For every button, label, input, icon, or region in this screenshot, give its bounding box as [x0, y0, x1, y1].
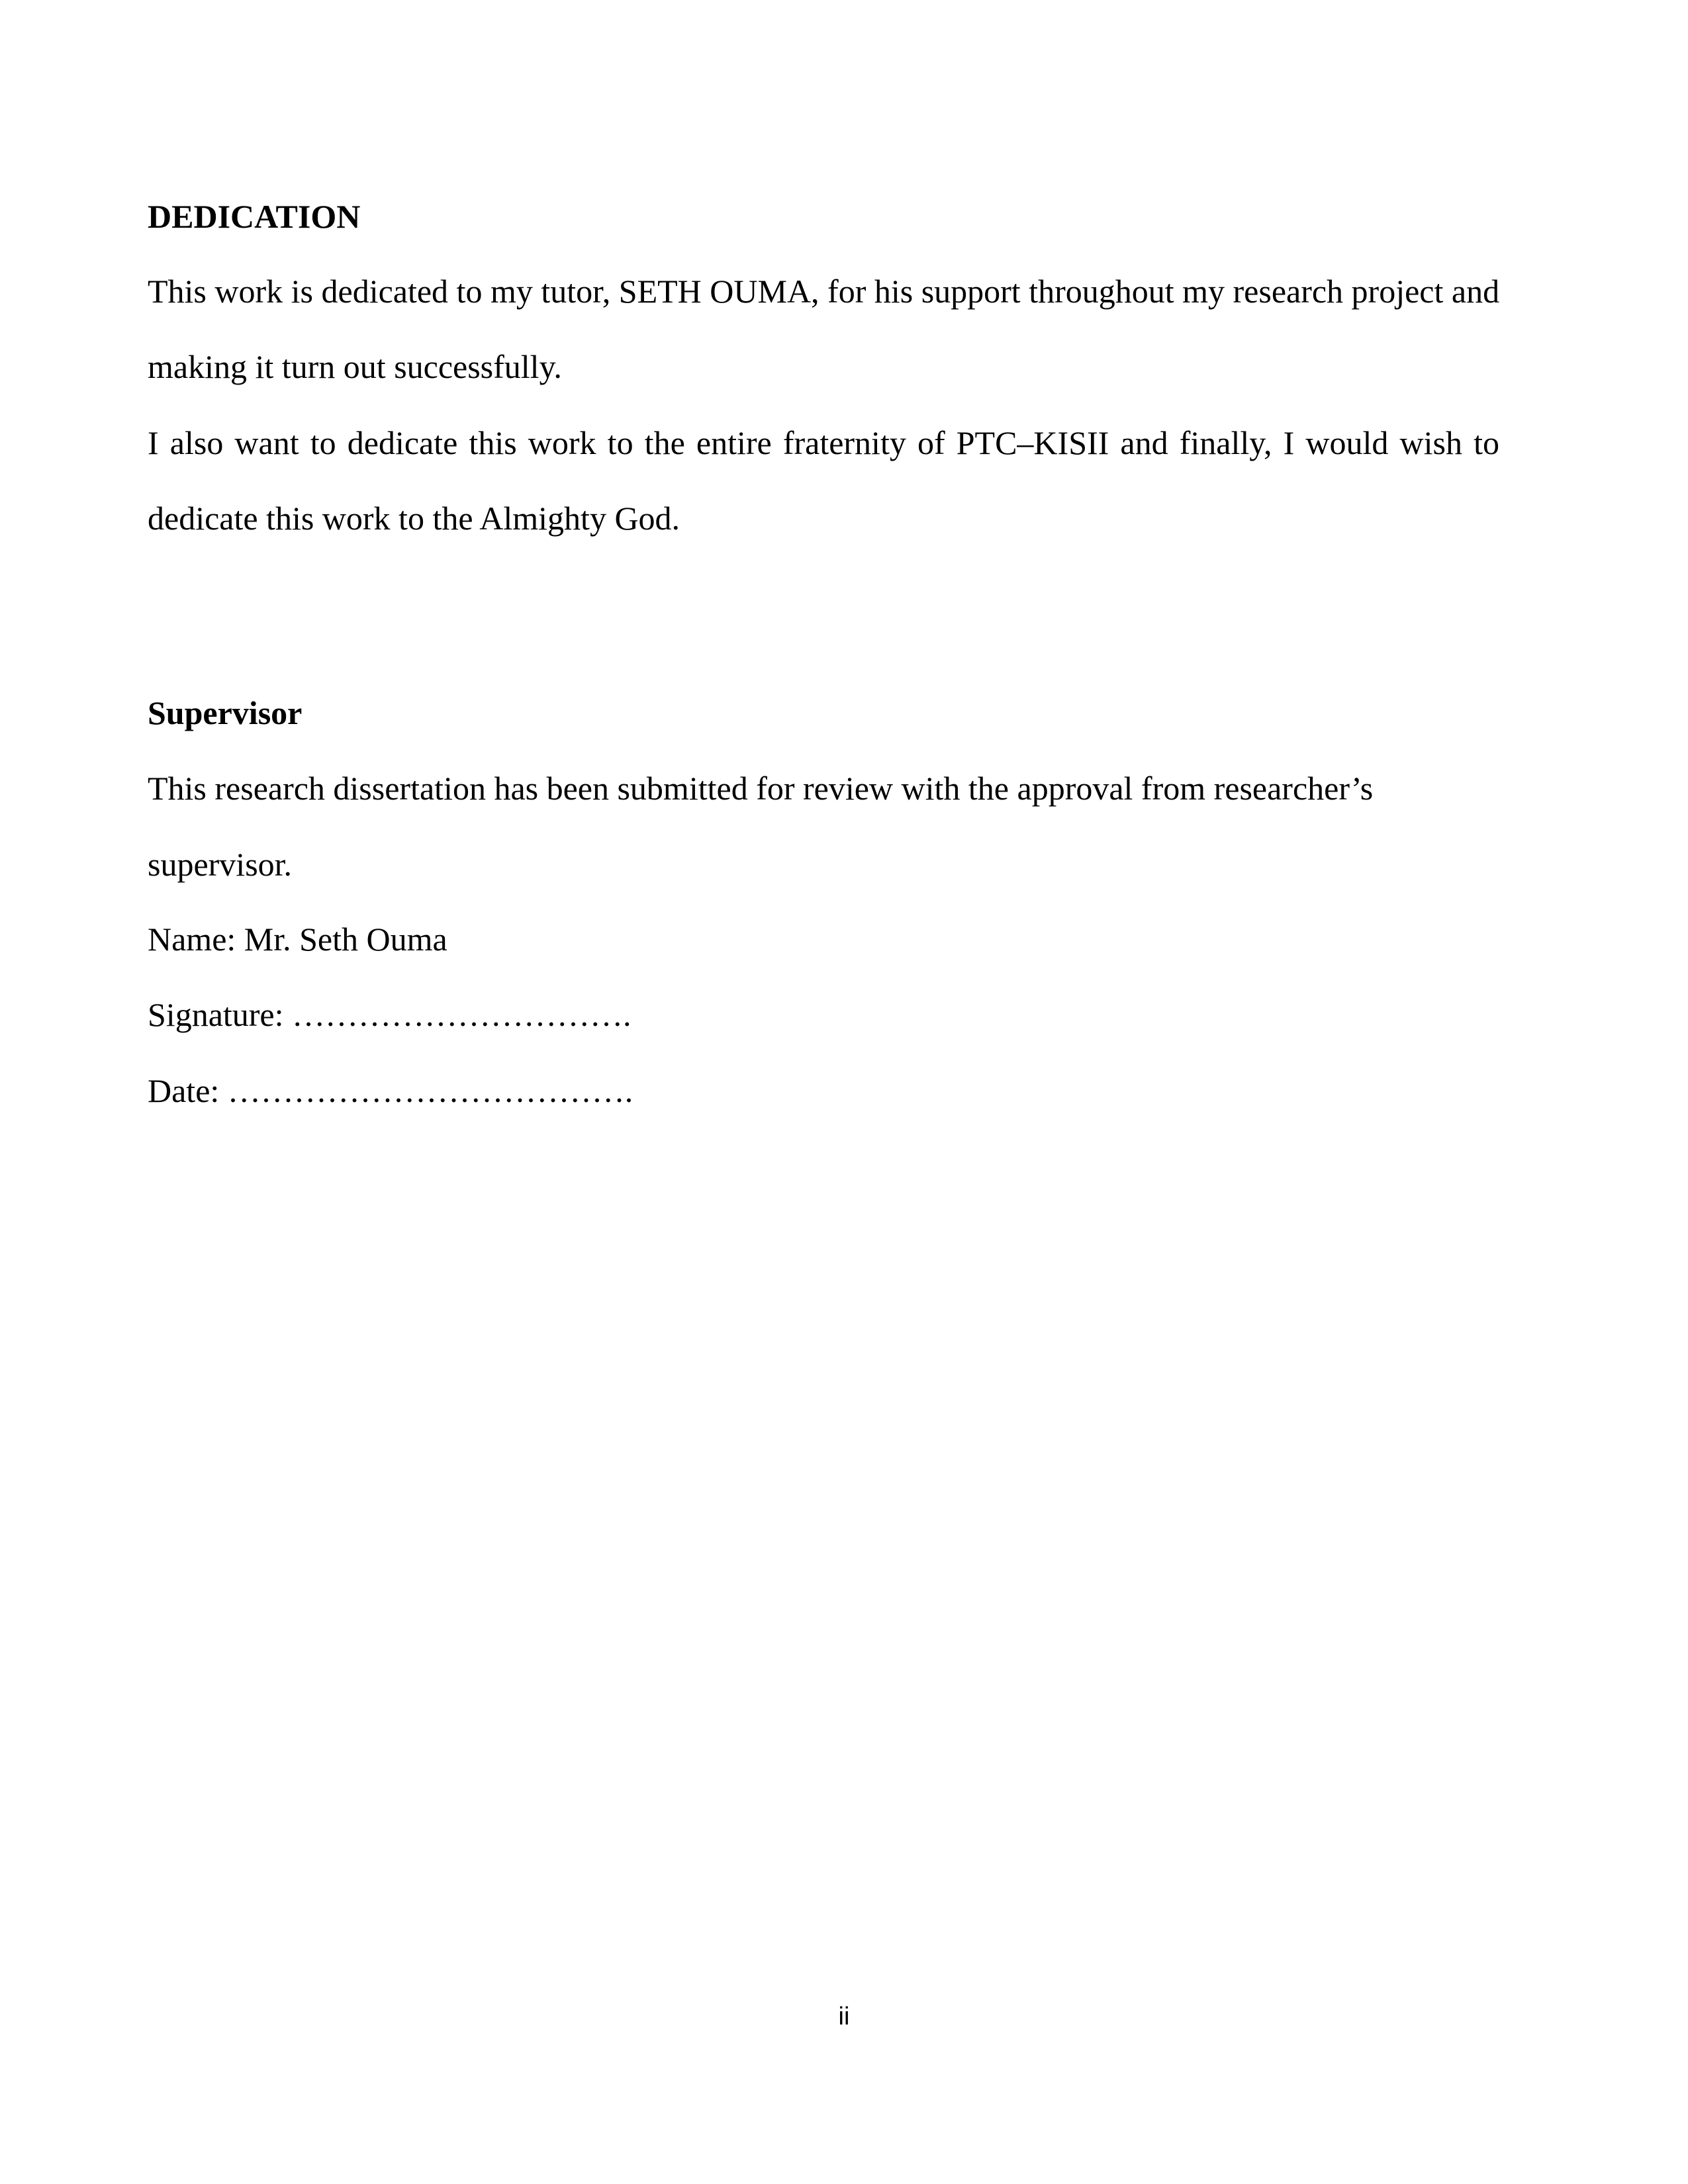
signature-field: Signature: …………………………. — [148, 996, 632, 1033]
supervisor-heading: Supervisor — [148, 694, 303, 731]
supervisor-line-2: supervisor. — [148, 846, 293, 883]
dedication-line-4: dedicate this work to the Almighty God. — [148, 500, 680, 537]
dedication-line-2: making it turn out successfully. — [148, 348, 562, 385]
date-field: Date: ………………………………. — [148, 1072, 633, 1109]
supervisor-line-1: This research dissertation has been submitted for review with the approval from researcher’s — [148, 770, 1374, 807]
page-number: ii — [838, 2003, 850, 2030]
dedication-line-1: This work is dedicated to my tutor, SETH OUMA, for his support throughout my research project and — [148, 273, 1500, 310]
dedication-heading: DEDICATION — [148, 198, 361, 235]
supervisor-name: Name: Mr. Seth Ouma — [148, 921, 447, 958]
dedication-line-3: I also want to dedicate this work to the entire fraternity of PTC–KISII and finally, I would wish to — [148, 424, 1499, 461]
